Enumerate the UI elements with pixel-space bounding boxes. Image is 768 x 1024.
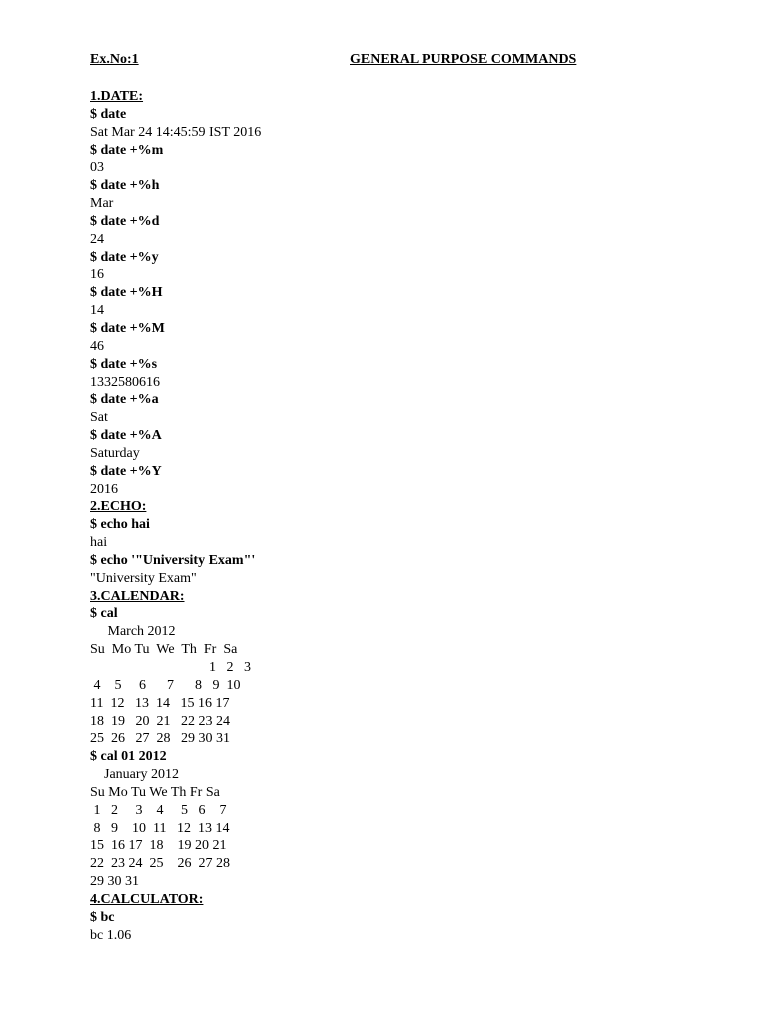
command-line: $ date +%a bbox=[90, 392, 159, 408]
output-line: 22 23 24 25 26 27 28 bbox=[90, 856, 230, 872]
command-line: $ date +%M bbox=[90, 320, 165, 336]
command-line: $ date +%Y bbox=[90, 463, 162, 479]
document-page bbox=[90, 52, 710, 945]
output-line: Mar bbox=[90, 196, 114, 212]
command-line: $ date +%A bbox=[90, 428, 162, 444]
output-line: 8 9 10 11 12 13 14 bbox=[90, 820, 230, 836]
output-line: "University Exam" bbox=[90, 570, 197, 586]
output-line: 03 bbox=[90, 160, 104, 176]
command-line: $ date bbox=[90, 106, 127, 122]
output-line: 1 2 3 4 5 6 7 bbox=[90, 802, 227, 818]
command-line: $ cal bbox=[90, 606, 118, 622]
document-header bbox=[90, 52, 710, 88]
command-line: $ echo '"University Exam"' bbox=[90, 552, 256, 568]
document-body bbox=[90, 88, 710, 945]
command-line: $ date +%H bbox=[90, 285, 163, 301]
command-line: $ date +%h bbox=[90, 178, 160, 194]
section-heading: 1.DATE: bbox=[90, 89, 144, 104]
document-title: GENERAL PURPOSE COMMANDS bbox=[350, 52, 577, 67]
output-line: 1332580616 bbox=[90, 374, 160, 390]
output-line: 25 26 27 28 29 30 31 bbox=[90, 731, 230, 747]
output-line: 16 bbox=[90, 267, 104, 283]
command-line: $ echo hai bbox=[90, 517, 150, 533]
output-line: Sat Mar 24 14:45:59 IST 2016 bbox=[90, 124, 262, 140]
output-line: 11 12 13 14 15 16 17 bbox=[90, 695, 230, 711]
command-line: $ date +%s bbox=[90, 356, 158, 372]
command-line: $ date +%d bbox=[90, 213, 160, 229]
output-line: Saturday bbox=[90, 445, 140, 461]
section-heading: 4.CALCULATOR: bbox=[90, 891, 204, 907]
output-line: Sat bbox=[90, 410, 108, 426]
section-heading: 3.CALENDAR: bbox=[90, 588, 185, 604]
command-line: $ cal 01 2012 bbox=[90, 749, 167, 765]
command-line: $ date +%y bbox=[90, 249, 159, 265]
output-line: Su Mo Tu We Th Fr Sa bbox=[90, 784, 220, 800]
output-line: bc 1.06 bbox=[90, 927, 132, 943]
output-line: 14 bbox=[90, 303, 104, 319]
command-line: $ date +%m bbox=[90, 142, 164, 158]
output-line: 46 bbox=[90, 338, 104, 354]
output-line: 24 bbox=[90, 231, 104, 247]
output-line: 15 16 17 18 19 20 21 bbox=[90, 838, 227, 854]
output-line: 29 30 31 bbox=[90, 874, 139, 890]
output-line: hai bbox=[90, 535, 108, 551]
output-line: March 2012 bbox=[90, 624, 176, 640]
exercise-number: Ex.No:1 bbox=[90, 52, 139, 67]
output-line: 1 2 3 bbox=[90, 660, 251, 675]
section-heading: 2.ECHO: bbox=[90, 499, 147, 515]
output-line: 2016 bbox=[90, 481, 118, 497]
output-line: 18 19 20 21 22 23 24 bbox=[90, 713, 230, 729]
output-line: January 2012 bbox=[90, 767, 180, 783]
command-line: $ bc bbox=[90, 909, 115, 925]
output-line: 4 5 6 7 8 9 10 bbox=[90, 677, 241, 693]
output-line: Su Mo Tu We Th Fr Sa bbox=[90, 642, 238, 658]
